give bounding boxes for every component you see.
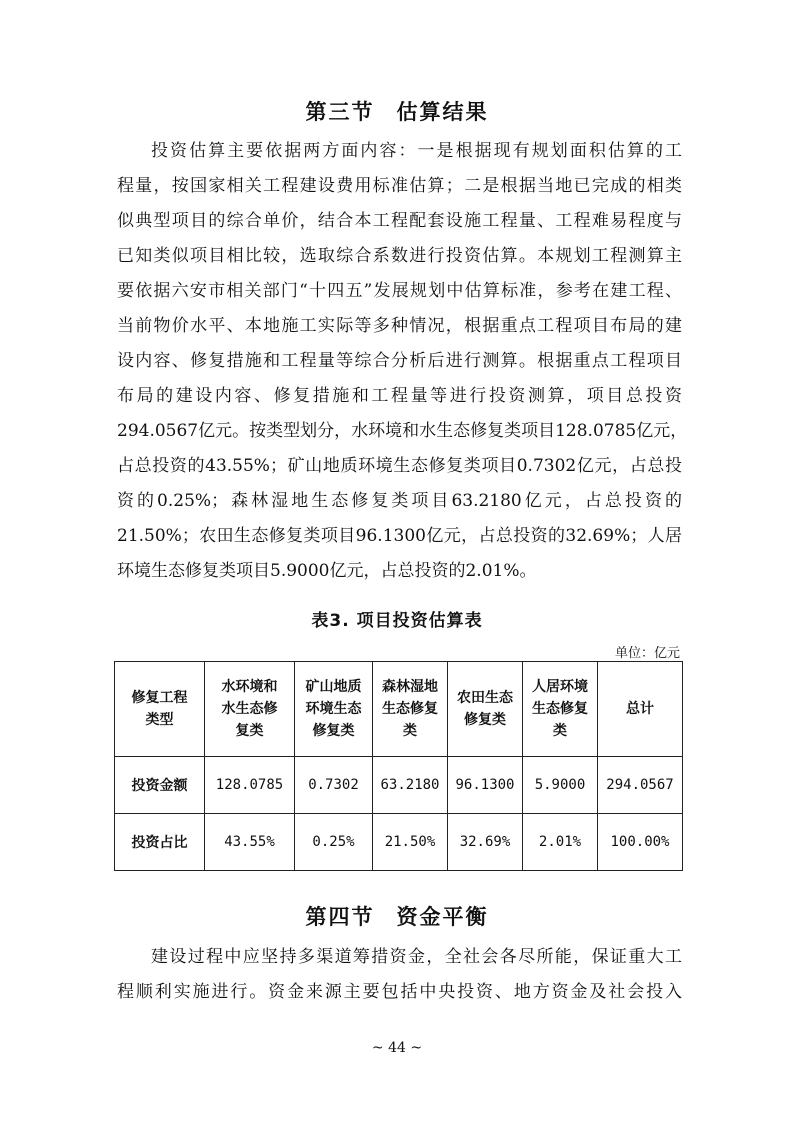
table-cell: 2.01%: [523, 814, 598, 871]
paragraph-line: 21.50%；农田生态修复类项目96.1300亿元，占总投资的32.69%；人居: [117, 526, 682, 546]
paragraph-line: 要依据六安市相关部门“十四五”发展规划中估算标准，参考在建工程、: [117, 281, 682, 301]
table-cell: 43.55%: [205, 814, 295, 871]
paragraph-line: 占总投资的43.55%；矿山地质环境生态修复类项目0.7302亿元，占总投: [117, 456, 682, 476]
funding-paragraph: [117, 940, 682, 1010]
table-cell: 32.69%: [448, 814, 523, 871]
table-row: [115, 757, 683, 814]
header-cell: 总计: [598, 662, 683, 757]
header-cell: 矿山地质环境生态修复类: [295, 662, 373, 757]
paragraph-line: 程顺利实施进行。资金来源主要包括中央投资、地方资金及社会投入: [117, 982, 682, 1002]
paragraph-line: 程量，按国家相关工程建设费用标准估算；二是根据当地已完成的相类: [117, 176, 682, 196]
paragraph-line: 设内容、修复措施和工程量等综合分析后进行测算。根据重点工程项目: [117, 351, 682, 371]
header-cell: 人居环境生态修复类: [523, 662, 598, 757]
section-title-estimate: [0, 96, 794, 126]
table-cell: 96.1300: [448, 757, 523, 814]
page-number: ~ 44 ~: [371, 1040, 423, 1056]
table-row: [115, 814, 683, 871]
investment-table: [114, 661, 683, 871]
section-number: 第四节: [305, 905, 375, 929]
table-unit: 单位：亿元: [614, 646, 680, 661]
table-cell: 294.0567: [598, 757, 683, 814]
header-cell: 修复工程类型: [115, 662, 205, 757]
header-cell: 森林湿地生态修复类: [373, 662, 448, 757]
section-heading: 估算结果: [396, 100, 489, 124]
section-number: 第三节: [305, 100, 375, 124]
paragraph-line: 294.0567亿元。按类型划分，水环境和水生态修复类项目128.0785亿元，: [117, 421, 688, 441]
table-cell: 100.00%: [598, 814, 683, 871]
table-cell: 128.0785: [205, 757, 295, 814]
table-header-row: [115, 662, 683, 757]
table-cell: 5.9000: [523, 757, 598, 814]
estimate-paragraph: [117, 134, 688, 589]
table-cell: 0.7302: [295, 757, 373, 814]
section-title-funding: [0, 901, 794, 931]
table-caption: 表3. 项目投资估算表: [311, 611, 483, 631]
table-cell: 21.50%: [373, 814, 448, 871]
paragraph-line: 已知类似项目相比较，选取综合系数进行投资估算。本规划工程测算主: [117, 246, 682, 266]
header-cell: 水环境和水生态修复类: [205, 662, 295, 757]
paragraph-line: 投资估算主要依据两方面内容：一是根据现有规划面积估算的工: [151, 141, 682, 161]
paragraph-line: 布局的建设内容、修复措施和工程量等进行投资测算，项目总投资: [117, 386, 682, 406]
paragraph-line: 似典型项目的综合单价，结合本工程配套设施工程量、工程难易程度与: [117, 211, 682, 231]
paragraph-line: 环境生态修复类项目5.9000亿元，占总投资的2.01%。: [117, 561, 537, 581]
paragraph-line: 当前物价水平、本地施工实际等多种情况，根据重点工程项目布局的建: [117, 316, 682, 336]
header-cell: 农田生态修复类: [448, 662, 523, 757]
section-heading: 资金平衡: [396, 905, 489, 929]
table-cell: 0.25%: [295, 814, 373, 871]
row-label: 投资占比: [115, 814, 205, 871]
table-cell: 63.2180: [373, 757, 448, 814]
row-label: 投资金额: [115, 757, 205, 814]
paragraph-line: 建设过程中应坚持多渠道筹措资金，全社会各尽所能，保证重大工: [151, 947, 682, 967]
paragraph-line: 资的0.25%；森林湿地生态修复类项目63.2180亿元，占总投资的: [117, 491, 682, 511]
